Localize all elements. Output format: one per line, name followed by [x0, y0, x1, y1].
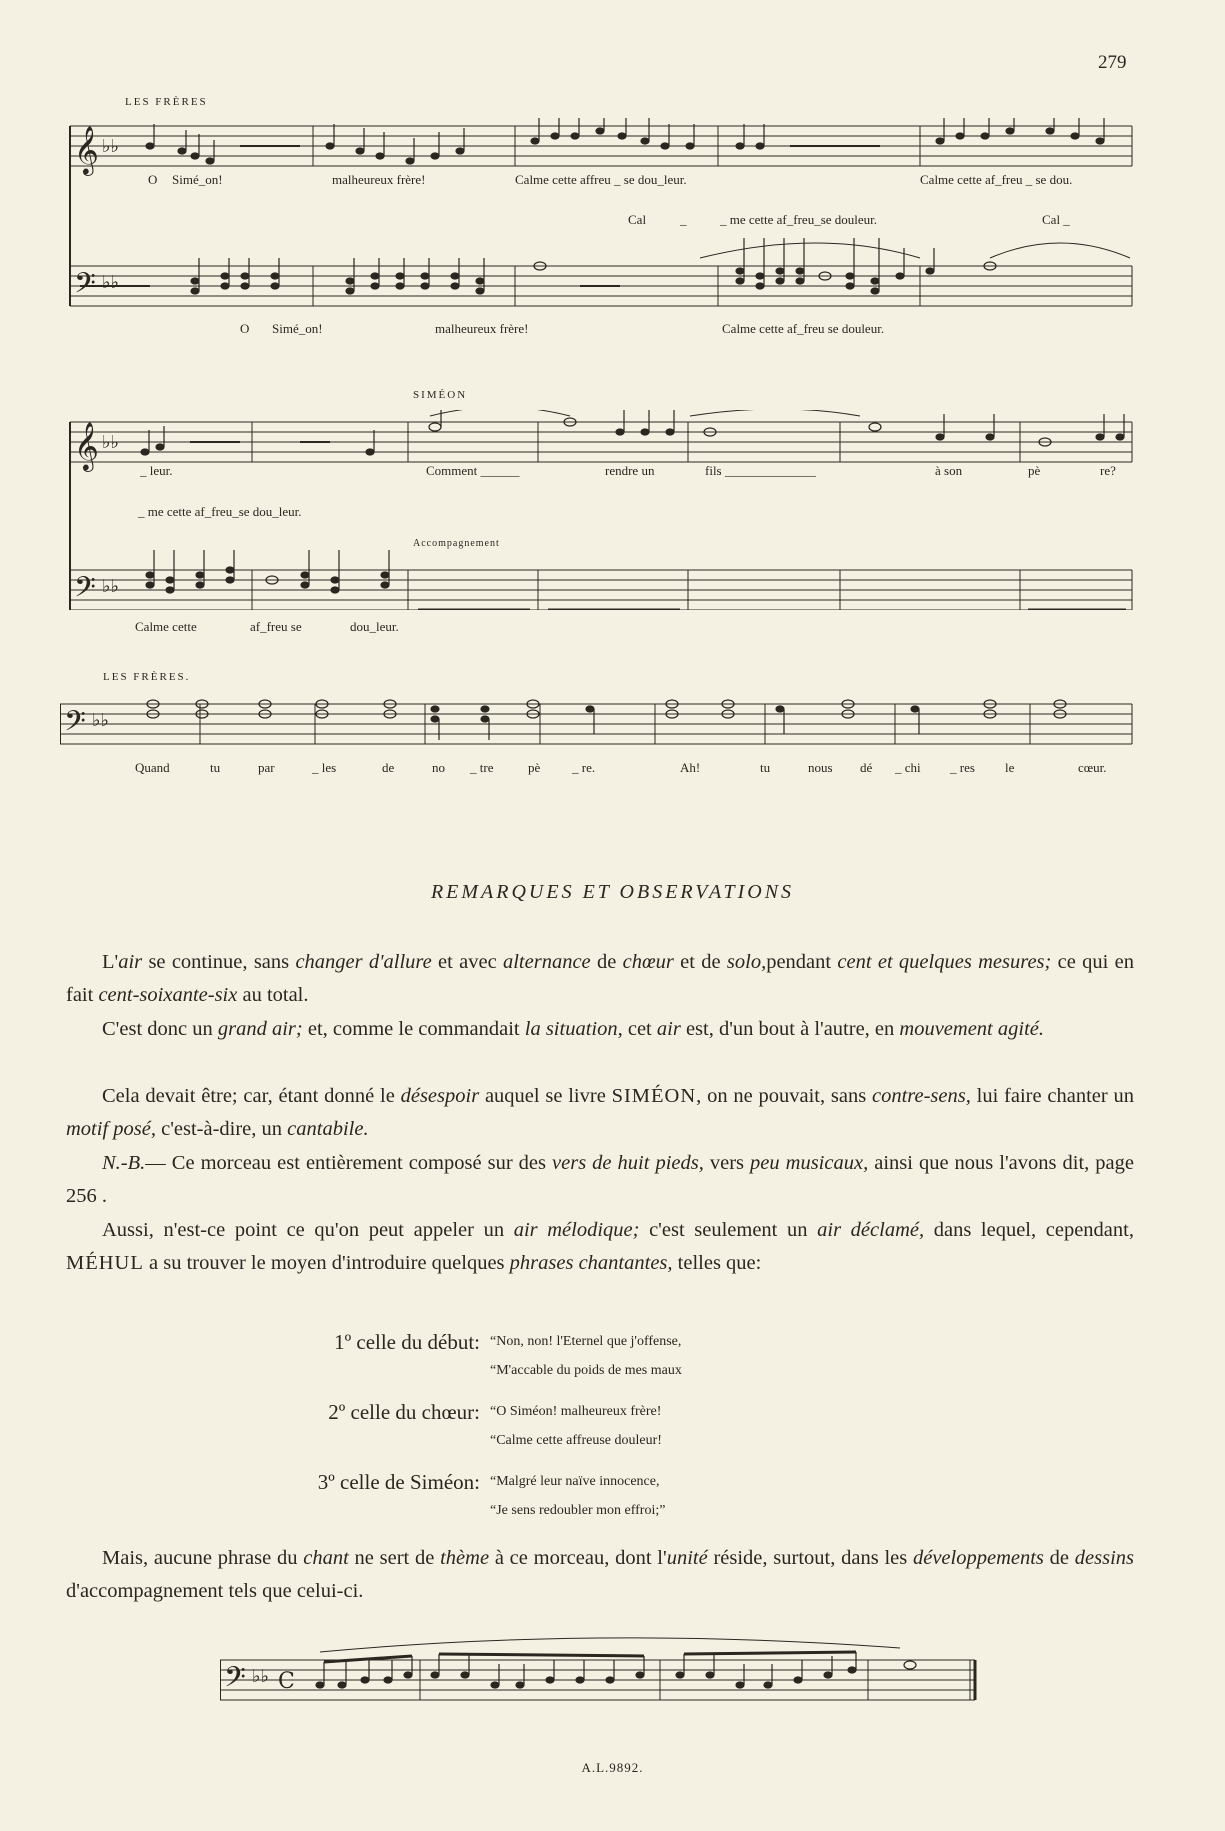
text: au total.	[237, 984, 309, 1006]
text: L'	[102, 951, 119, 973]
paragraph-4	[66, 1147, 1134, 1213]
text: pendant	[766, 951, 838, 973]
text: ne sert de	[348, 1547, 441, 1569]
quote-line: “Non, non! l'Eternel que j'offense,	[490, 1334, 682, 1349]
quote-line: “O Siméon! malheureux frère!	[490, 1404, 662, 1419]
lyric: O	[148, 172, 158, 187]
svg-text:𝄢: 𝄢	[74, 267, 96, 307]
text: alternance	[502, 951, 591, 973]
svg-text:♭♭: ♭♭	[252, 1666, 269, 1687]
score-label-les-freres: LES FRÈRES	[125, 96, 208, 108]
text: cantabile.	[287, 1118, 369, 1140]
remarks-title: REMARQUES ET OBSERVATIONS	[430, 881, 795, 903]
text: Mais, aucune phrase du	[102, 1547, 304, 1569]
lyric: Simé_on!	[172, 172, 223, 187]
lyric: O	[240, 321, 250, 336]
paragraph-1	[66, 946, 1134, 1012]
text: Cela devait être; car, étant donné le	[102, 1085, 401, 1107]
text: solo,	[726, 951, 767, 973]
lyric: _ me cette af_freu_se dou_leur.	[138, 504, 302, 519]
text: air déclamé,	[817, 1219, 925, 1241]
lyric: Calme cette	[135, 619, 197, 634]
lyric: Calme cette af_freu _ se dou.	[920, 172, 1073, 187]
text: est, d'un bout à l'autre, en	[680, 1018, 900, 1040]
lyric: de	[382, 760, 395, 775]
text: SIMÉON	[611, 1085, 697, 1107]
text: phrases chantantes,	[509, 1252, 673, 1274]
text: thème	[440, 1547, 490, 1569]
lyric: à son	[935, 463, 963, 478]
quote-row-2	[200, 1400, 1000, 1460]
svg-text:♭♭: ♭♭	[102, 136, 119, 157]
text: chant	[303, 1547, 349, 1569]
svg-text:𝄞: 𝄞	[74, 421, 99, 470]
quote-label: 1º celle du début:	[334, 1330, 480, 1354]
lyric: _ me cette af_freu_se douleur.	[720, 212, 878, 227]
quote-row-1	[200, 1330, 1000, 1390]
quote-line: “Je sens redoubler mon effroi;”	[490, 1503, 666, 1518]
text: et, comme le commandait	[302, 1018, 525, 1040]
lyric: _ les	[312, 760, 337, 775]
text: telles que:	[672, 1252, 762, 1274]
page-number: 279	[1098, 52, 1127, 73]
quote-label: 3º celle de Siméon:	[317, 1470, 480, 1494]
svg-text:♭♭: ♭♭	[92, 710, 109, 731]
text: C'est donc un	[102, 1018, 218, 1040]
text: ainsi que nous l'avons dit, page 256 .	[66, 1152, 1135, 1207]
text: air	[656, 1018, 681, 1040]
footer-plate-number: A.L.9892.	[581, 1760, 644, 1775]
lyric: cœur.	[1078, 760, 1107, 775]
quote-line: “Malgré leur naïve innocence,	[490, 1474, 660, 1489]
lyric: malheureux frère!	[435, 321, 529, 336]
lyric: af_freu se	[250, 619, 302, 634]
lyric: pè	[528, 760, 541, 775]
svg-text:𝄞: 𝄞	[74, 125, 99, 174]
paragraph-5	[66, 1214, 1134, 1280]
text: , on ne pouvait, sans	[696, 1085, 872, 1107]
text: N.-B.	[102, 1152, 146, 1174]
lyric: Calme cette af_freu se douleur.	[722, 321, 885, 336]
lyric: fils ______________	[705, 463, 816, 478]
staff-system-3-svg	[60, 690, 1140, 760]
svg-text:♭♭: ♭♭	[102, 432, 119, 453]
text: motif posé,	[66, 1118, 156, 1140]
quote-row-3	[200, 1470, 1000, 1530]
score-system-1	[60, 118, 1140, 318]
example-staff	[220, 1630, 980, 1720]
lyric: pè	[1028, 463, 1041, 478]
text: de	[590, 951, 623, 973]
text: désespoir	[400, 1085, 480, 1107]
text: grand air;	[217, 1018, 303, 1040]
text: Aussi, n'est-ce point ce qu'on peut appeler un	[102, 1219, 514, 1241]
lyric: nous	[808, 760, 833, 775]
text: réside, surtout, dans les	[707, 1547, 913, 1569]
lyric: dou_leur.	[350, 619, 399, 634]
text: vers	[703, 1152, 751, 1174]
svg-text:♭♭: ♭♭	[102, 272, 119, 293]
text: air	[118, 951, 143, 973]
lyric: Ah!	[680, 760, 701, 775]
text: unité	[666, 1547, 708, 1569]
lyric: malheureux frère!	[332, 172, 426, 187]
quote-line: “M'accable du poids de mes maux	[490, 1363, 682, 1378]
text: mouvement agité.	[899, 1018, 1044, 1040]
lyric: dé	[860, 760, 873, 775]
lyric: Simé_on!	[272, 321, 323, 336]
lyric: _ re.	[572, 760, 596, 775]
lyric: _ res	[950, 760, 975, 775]
staff-system-1-svg	[60, 118, 1140, 318]
text: peu musicaux,	[750, 1152, 869, 1174]
text: chœur	[622, 951, 674, 973]
text: auquel se livre	[479, 1085, 612, 1107]
lyric: _ leur.	[140, 463, 173, 478]
text: d'accompagnement tels que celui-ci.	[66, 1580, 364, 1602]
lyric: _ tre	[470, 760, 494, 775]
text: MÉHUL	[66, 1252, 144, 1274]
lyric: par	[258, 760, 275, 775]
svg-text:𝄢: 𝄢	[64, 705, 86, 745]
text: à ce morceau, dont l'	[489, 1547, 667, 1569]
accompaniment-label: Accompagnement	[413, 538, 500, 549]
svg-text:C: C	[278, 1669, 295, 1694]
lyric: Cal	[628, 212, 647, 227]
text: air mélodique;	[513, 1219, 640, 1241]
text: vers de huit pieds,	[552, 1152, 704, 1174]
lyric: Calme cette affreu _ se dou_leur.	[515, 172, 687, 187]
svg-text:𝄢: 𝄢	[224, 1661, 246, 1701]
lyric: Comment ______	[426, 463, 520, 478]
paragraph-3	[66, 1080, 1134, 1146]
text: — Ce morceau est entièrement composé sur des	[145, 1152, 553, 1174]
quote-label: 2º celle du chœur:	[328, 1400, 480, 1424]
text: changer d'allure	[295, 951, 432, 973]
text: et de	[673, 951, 727, 973]
quote-line: “Calme cette affreuse douleur!	[490, 1433, 662, 1448]
lyric: Cal _	[1042, 212, 1070, 227]
paragraph-2	[66, 1013, 1134, 1046]
text: c'est seulement un	[639, 1219, 818, 1241]
lyric: tu	[760, 760, 771, 775]
text: la situation,	[524, 1018, 623, 1040]
text: développements	[912, 1547, 1044, 1569]
lyric: tu	[210, 760, 221, 775]
text: de	[1043, 1547, 1075, 1569]
text: se continue, sans	[142, 951, 296, 973]
text: c'est-à-dire, un	[155, 1118, 288, 1140]
lyric: _	[680, 212, 687, 227]
lyric: rendre un	[605, 463, 655, 478]
paragraph-6	[66, 1542, 1134, 1608]
lyric: re?	[1100, 463, 1116, 478]
text: cent-soixante-six	[98, 984, 238, 1006]
svg-text:𝄢: 𝄢	[74, 571, 96, 610]
example-staff-svg	[220, 1630, 980, 1720]
text: et avec	[431, 951, 503, 973]
lyric: Quand	[135, 760, 170, 775]
score-system-3	[60, 690, 1140, 760]
lyric: no	[432, 760, 445, 775]
text: dessins	[1074, 1547, 1135, 1569]
text: a su trouver le moyen d'introduire quelques	[143, 1252, 510, 1274]
text: cet	[622, 1018, 657, 1040]
text: contre-sens,	[871, 1085, 971, 1107]
text: lui faire chanter un	[970, 1085, 1134, 1107]
lyric: le	[1005, 760, 1015, 775]
text: dans lequel, cependant,	[924, 1219, 1134, 1241]
svg-text:♭♭: ♭♭	[102, 576, 119, 597]
text: ce qui en fait	[66, 951, 1134, 1006]
lyric: _ chi	[895, 760, 921, 775]
text: cent et quelques mesures;	[837, 951, 1052, 973]
score-label-simeon: SIMÉON	[413, 389, 468, 401]
score-label-les-freres-2: LES FRÈRES.	[103, 671, 191, 683]
